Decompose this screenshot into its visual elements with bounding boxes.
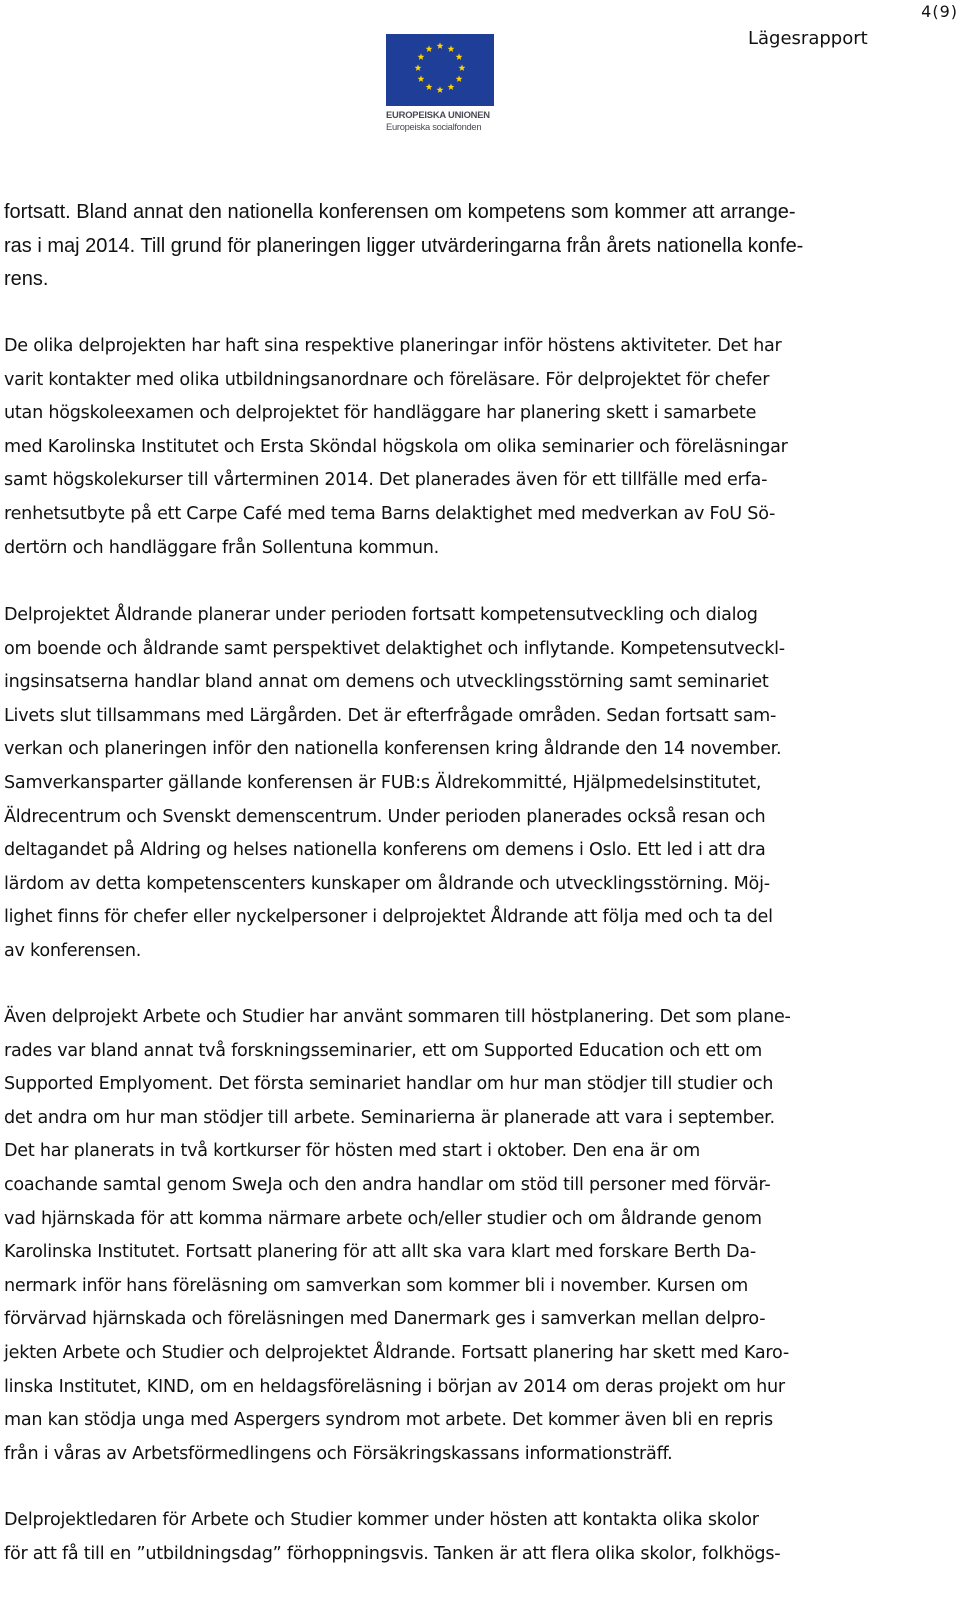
logo-line-socialfond: Europeiska socialfonden <box>386 121 482 132</box>
paragraph-arbete-studier: Även delprojekt Arbete och Studier har använt sommaren till höstplanering. Det som plane- rades var bland annat två forskningsseminarier, ett om Supported Education och ett om Supported Emplyoment. Det första seminariet handlar om hur man stödjer till studier och det andra om hur man stödjer till arbete. Seminarierna är planerade att vara i september. Det har planerats in två kortkurser för hösten med start i oktober. Den ena är om coachande samtal genom SweJa och den andra handlar om stöd till personer med förvär- vad hjärnskada för att komma närmare arbete och/eller studier och om åldrande genom Karolinska Institutet. Fortsatt planering för att allt ska vara klart med forskare Berth Da- nermark inför hans föreläsning om samverkan som kommer bli i november. Kursen om förvärvad hjärnskada och föreläsningen med Danermark ges i samverkan mellan delpro- jekten Arbete och Studier och delprojektet Åldrande. Fortsatt planering har skett med Karo- linska Institutet, KIND, om en heldagsföreläsning i början av 2014 om deras projekt om hur man kan stödja unga med Aspergers syndrom mot arbete. Det kommer även bli en repris från i våras av Arbetsförmedlingens och Försäkringskassans informationsträff. <box>4 1007 791 1464</box>
paragraph-intro: fortsatt. Bland annat den nationella konferensen om kompetens som kommer att arrange- ras i maj 2014. Till grund för planeringen ligger utvärderingarna från årets nationella konfe- rens. <box>4 201 804 291</box>
paragraph-delprojekten: De olika delprojekten har haft sina respektive planeringar inför höstens aktiviteter. Det har varit kontakter med olika utbildningsanordnare och föreläsare. För delprojektet för chefer utan högskoleexamen och delprojektet för handläggare har planering skett i samarbete med Karolinska Institutet och Ersta Sköndal högskola om olika seminarier och föreläsningar samt högskolekurser till vårterminen 2014. Det planerades även för ett tillfälle med erfa- renhetsutbyte på ett Carpe Café med tema Barns delaktighet med medverkan av FoU Sö- dertörn och handläggare från Sollentuna kommun. <box>4 336 788 558</box>
page-number: 4(9) <box>921 2 958 21</box>
eu-flag-icon <box>386 34 494 106</box>
paragraph-delprojektledaren: Delprojektledaren för Arbete och Studier kommer under hösten att kontakta olika skolor för att få till en ”utbildningsdag” förhoppningsvis. Tanken är att flera olika skolor, folkhögs- <box>4 1510 781 1564</box>
report-title: Lägesrapport <box>748 28 868 49</box>
paragraph-aldrande: Delprojektet Åldrande planerar under perioden fortsatt kompetensutveckling och dialog om boende och åldrande samt perspektivet delaktighet och inflytande. Kompetensutveckl- ingsinsatserna handlar bland annat om demens och utvecklingsstörning samt seminariet Livets slut tillsammans med Lärgården. Det är efterfrågade områden. Sedan fortsatt sam- verkan och planeringen inför den nationella konferensen kring åldrande den 14 november. Samverkansparter gällande konferensen är FUB:s Äldrekommitté, Hjälpmedelsinstitutet, Äldrecentrum och Svenskt demenscentrum. Under perioden planerades också resan och deltagandet på Aldring og helses nationella konferens om demens i Oslo. Ett led i att dra lärdom av detta kompetenscenters kunskaper om åldrande och utvecklingsstörning. Möj- lighet finns för chefer eller nyckelpersoner i delprojektet Åldrande att följa med och ta del av konferensen. <box>4 605 785 961</box>
eu-logo <box>386 34 498 133</box>
logo-line-union: EUROPEISKA UNIONEN <box>386 109 490 120</box>
